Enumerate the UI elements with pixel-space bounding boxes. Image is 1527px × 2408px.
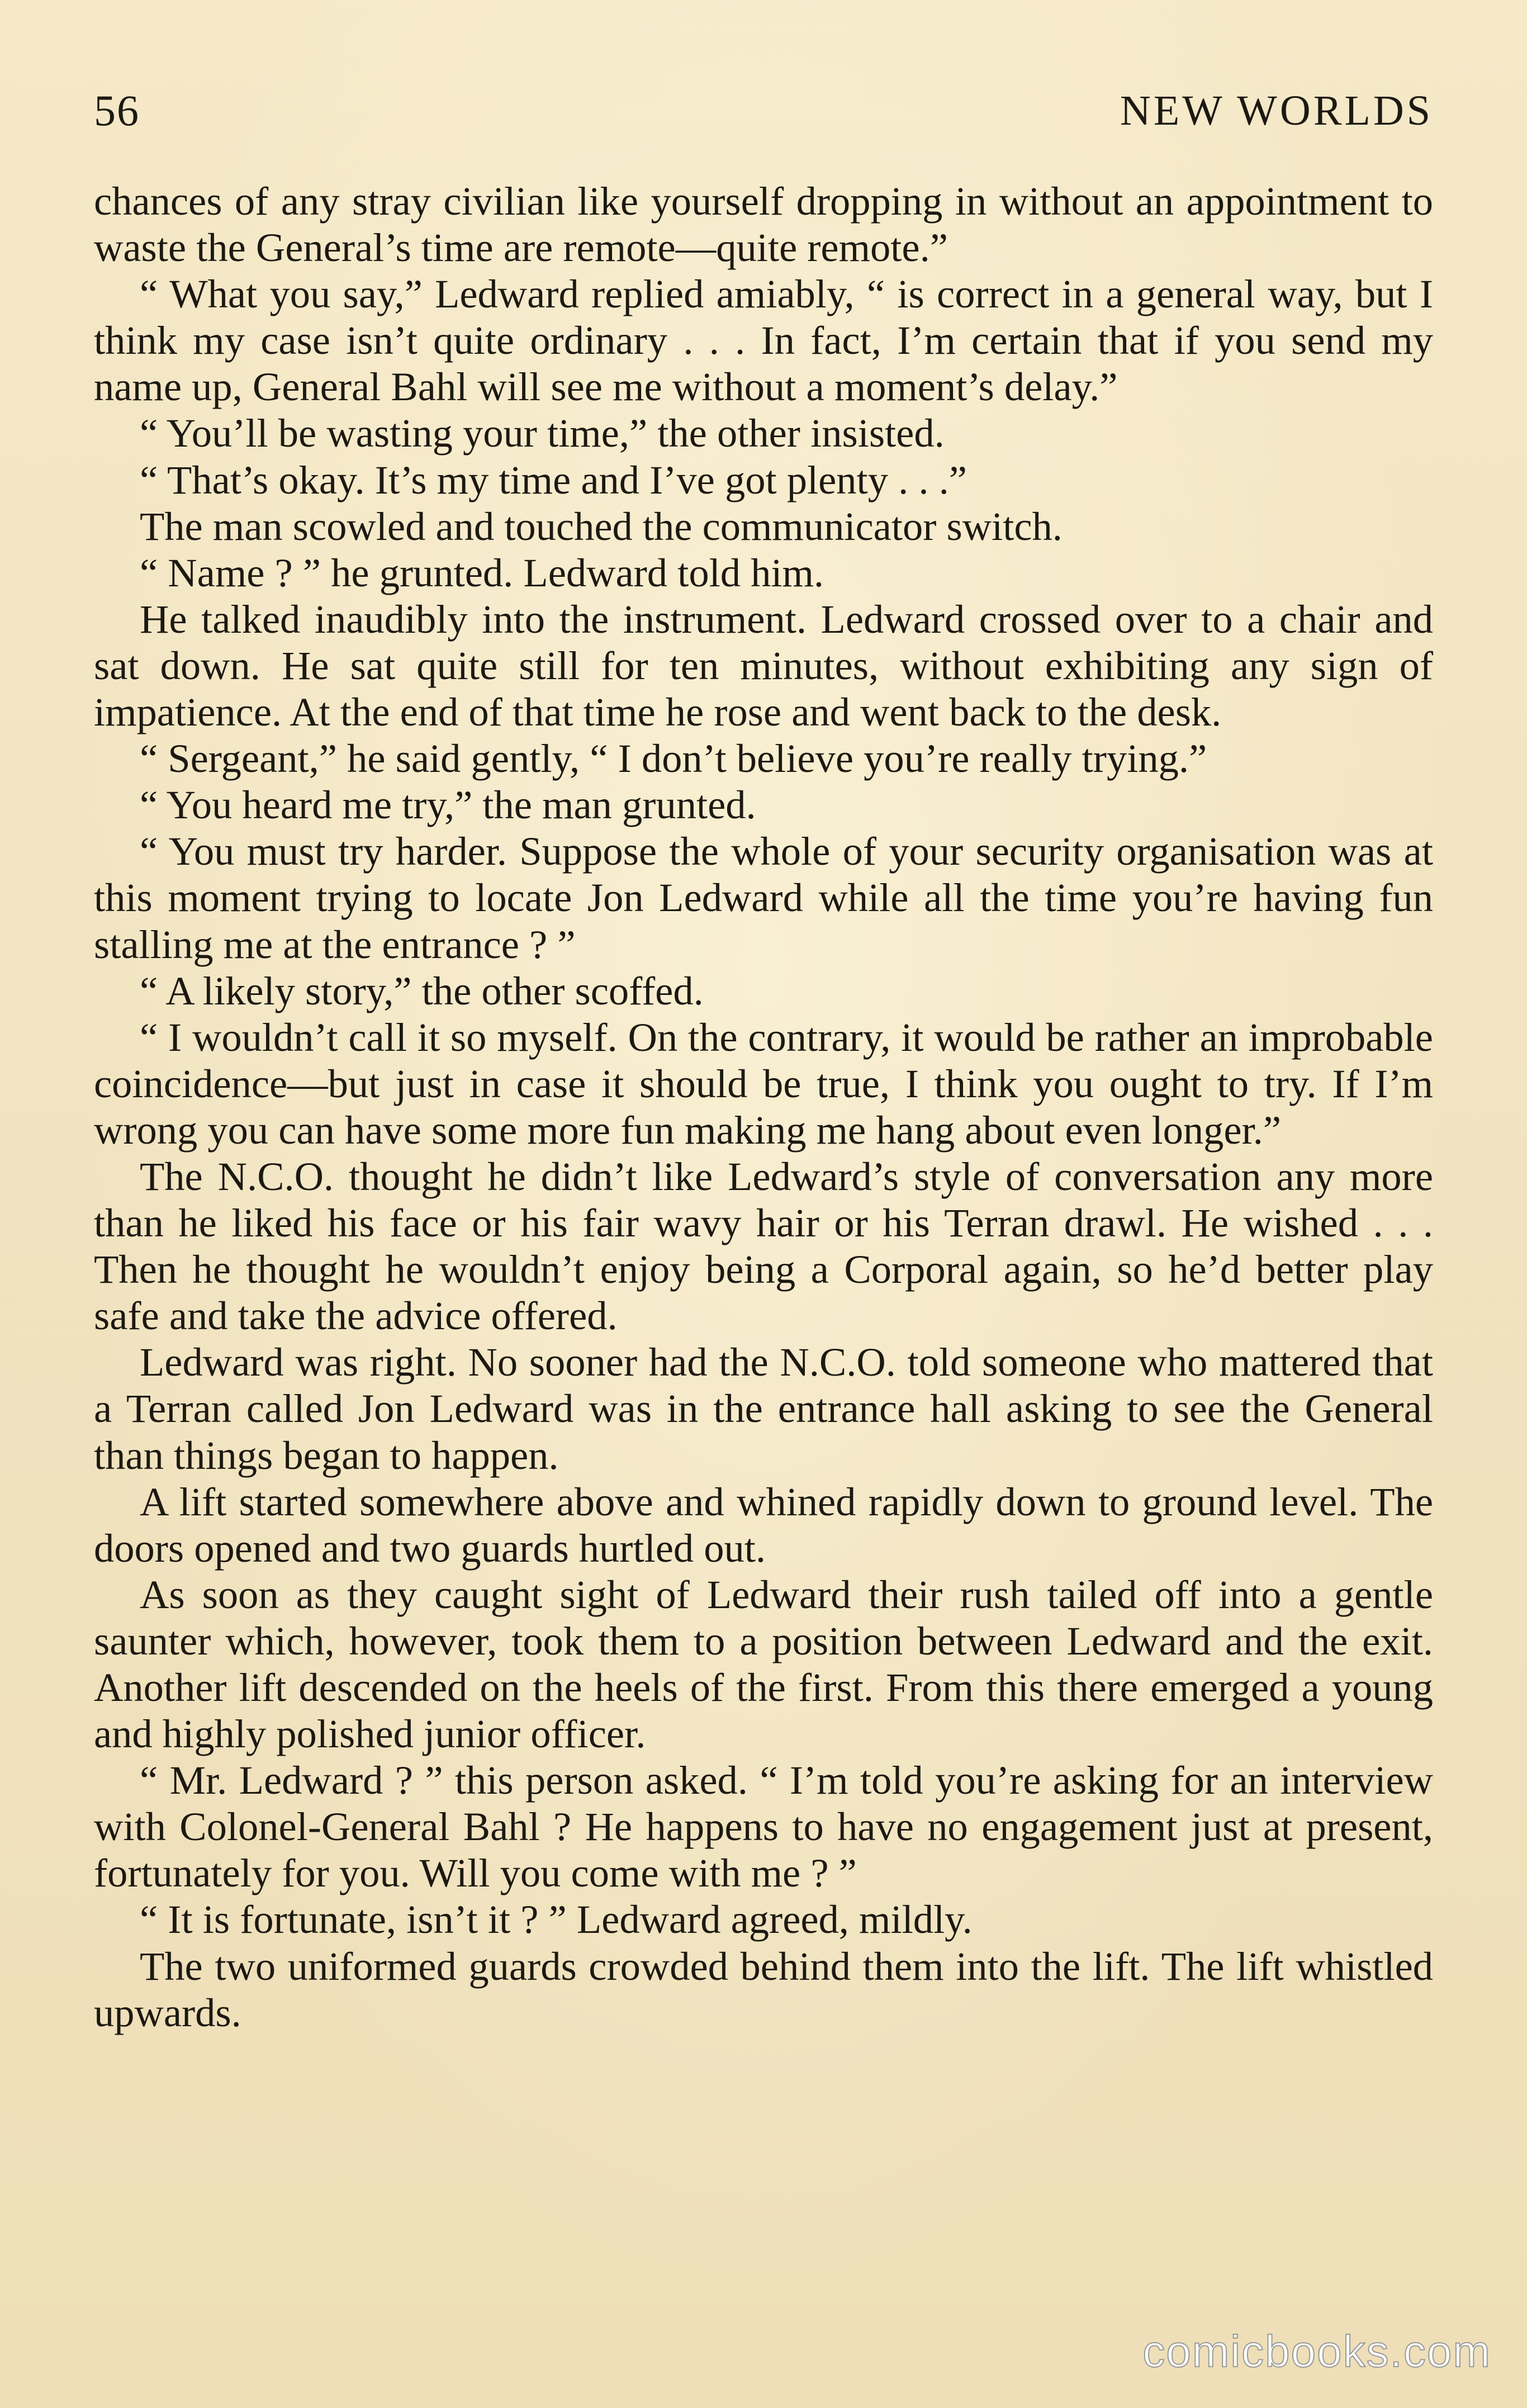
body-text	[94, 178, 1433, 2036]
watermark: comicbooks.com	[1142, 2326, 1491, 2376]
paragraph: “ I wouldn’t call it so myself. On the contrary, it would be rather an improbable coincidence—but just in case it should be true, I think you ought to try. If I’m wrong you can have some more fun making me hang about even longer.”	[94, 1014, 1433, 1153]
paragraph: “ You must try harder. Suppose the whole of your security organisation was at this moment trying to locate Jon Ledward while all the time you’re having fun stalling me at the entrance ? ”	[94, 828, 1433, 967]
paragraph: He talked inaudibly into the instrument. Ledward crossed over to a chair and sat down. He sat quite still for ten minutes, without exhibiting any sign of impatience. At the end of that time he rose and went back to the desk.	[94, 596, 1433, 735]
paragraph: “ That’s okay. It’s my time and I’ve got plenty . . .”	[140, 457, 967, 503]
paragraph: chances of any stray civilian like yourself dropping in without an appointment to waste the General’s time are remote—quite remote.”	[94, 178, 1433, 271]
paragraph: “ You heard me try,” the man grunted.	[140, 782, 756, 828]
paragraph: “ What you say,” Ledward replied amiably, “ is correct in a general way, but I think my case isn’t quite ordinary . . . In fact, I’m certain that if you send my name up, General Bahl will see me without a moment’s delay.”	[94, 271, 1433, 410]
paragraph: Ledward was right. No sooner had the N.C.O. told someone who mattered that a Terran called Jon Ledward was in the entrance hall asking to see the General than things began to happen.	[94, 1339, 1433, 1478]
running-head: NEW WORLDS	[1120, 87, 1433, 134]
paragraph: The two uniformed guards crowded behind them into the lift. The lift whistled upwards.	[94, 1943, 1433, 2035]
paragraph: The N.C.O. thought he didn’t like Ledward’s style of conversation any more than he liked his face or his fair wavy hair or his Terran drawl. He wished . . . Then he thought he wouldn’t enjoy being a Corporal again, so he’d better play safe and take the advice offered.	[94, 1153, 1433, 1339]
page-number: 56	[94, 86, 140, 135]
paragraph: “ Name ? ” he grunted. Ledward told him.	[140, 549, 824, 595]
paragraph: The man scowled and touched the communicator switch.	[140, 503, 1063, 549]
paragraph: “ It is fortunate, isn’t it ? ” Ledward agreed, mildly.	[140, 1897, 973, 1942]
paragraph: As soon as they caught sight of Ledward their rush tailed off into a gentle saunter which, however, took them to a position between Ledward and the exit. Another lift descended on the heels of the first. From this there emerged a young and highly polished junior officer.	[94, 1571, 1433, 1757]
paragraph: “ Mr. Ledward ? ” this person asked. “ I’m told you’re asking for an interview with Colonel-General Bahl ? He happens to have no engagement just at present, fortunately for you. Will you come with me ? ”	[94, 1757, 1433, 1896]
paragraph: “ You’ll be wasting your time,” the other insisted.	[140, 410, 945, 456]
page-header	[94, 83, 1433, 144]
paragraph: “ A likely story,” the other scoffed.	[140, 968, 704, 1013]
paragraph: A lift started somewhere above and whined rapidly down to ground level. The doors opened and two guards hurtled out.	[94, 1478, 1433, 1571]
paragraph: “ Sergeant,” he said gently, “ I don’t believe you’re really trying.”	[140, 736, 1207, 781]
